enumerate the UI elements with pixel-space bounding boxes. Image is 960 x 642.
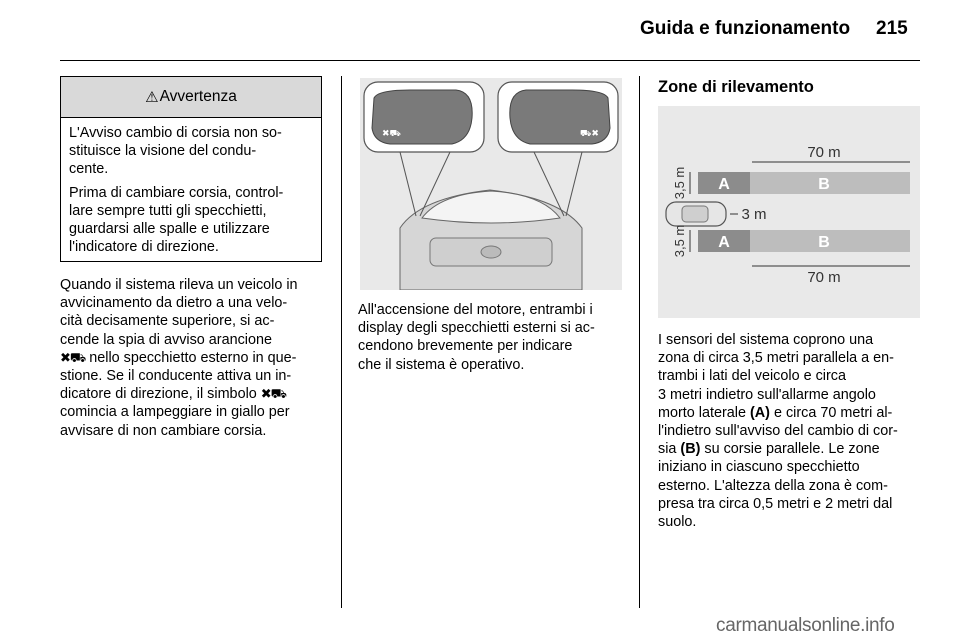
zone-a-label-bottom: A xyxy=(718,234,730,251)
middle-paragraph: All'accensione del motore, entrambi i display degli specchietti esterni si ac- cendono brevemente per indicare che il sistema è operativo. xyxy=(358,302,595,373)
warning-triangle-icon: ⚠ xyxy=(145,89,159,106)
column-divider xyxy=(639,76,640,608)
svg-text:✖⛟: ✖⛟ xyxy=(382,129,401,139)
warning-header xyxy=(61,77,321,118)
warning-box xyxy=(60,76,322,262)
length-label-bottom: 70 m xyxy=(807,269,841,286)
zone-b-label-bottom: B xyxy=(818,234,830,251)
detection-zones-diagram xyxy=(658,106,920,318)
watermark: carmanualsonline.info xyxy=(716,615,895,636)
mirror-illustration-svg xyxy=(360,78,622,290)
page-number: 215 xyxy=(876,18,908,39)
zone-b-bottom xyxy=(750,230,910,252)
zone-b-ref: (B) xyxy=(680,441,701,458)
width-label-bottom: 3,5 m xyxy=(672,224,687,258)
length-label-top: 70 m xyxy=(807,144,841,161)
zone-b-top xyxy=(750,172,910,194)
svg-text:⛟✖: ⛟✖ xyxy=(580,129,599,139)
blind-spot-warning-icon: ✖⛟ xyxy=(260,386,287,402)
detection-zones-svg xyxy=(658,106,920,318)
column-divider xyxy=(341,76,342,608)
warning-title: Avvertenza xyxy=(159,88,237,105)
zone-b-label-top: B xyxy=(818,176,830,193)
warning-paragraph-1: L'Avviso cambio di corsia non so- stituisce la visione del condu- cente. xyxy=(69,125,282,177)
section-heading: Zone di rilevamento xyxy=(658,78,814,96)
rear-distance-label: 3 m xyxy=(741,206,767,223)
warning-paragraph-2: Prima di cambiare corsia, control- lare sempre tutti gli specchietti, guardarsi alle spalle e utilizzare l'indicatore di direzione. xyxy=(69,185,284,255)
width-label-top: 3,5 m xyxy=(672,166,687,200)
header-rule xyxy=(60,60,920,61)
warning-body xyxy=(61,118,321,256)
right-paragraph: I sensori del sistema coprono una zona di circa 3,5 metri parallela a en- trambi i lati del veicolo e circa 3 metri indietro sull'allarme angolo morto laterale (A) e circa 70 metri al- l'indietro sull'avviso del cambio di cor- sia (B) su corsie parallele. Le zone iniziano in ciascuno specchietto esterno. L'altezza della zona è com- presa tra circa 0,5 metri e 2 metri dal suolo. xyxy=(658,332,898,531)
zone-a-label-top: A xyxy=(718,176,730,193)
left-paragraph: Quando il sistema rileva un veicolo in avvicinamento da dietro a una velo- cità decisamente superiore, si ac- cende la spia di avviso arancione ✖⛟ nello specchietto esterno in que- stione. Se il conducente attiva un in- dicatore di direzione, il simbolo ✖⛟ comincia a lampeggiare in giallo per avvisare di non cambiare corsia. xyxy=(60,277,298,439)
blind-spot-warning-icon: ✖⛟ xyxy=(60,349,86,365)
zone-a-ref: (A) xyxy=(749,404,770,421)
header-title: Guida e funzionamento xyxy=(640,18,851,39)
mirror-illustration xyxy=(360,78,622,290)
